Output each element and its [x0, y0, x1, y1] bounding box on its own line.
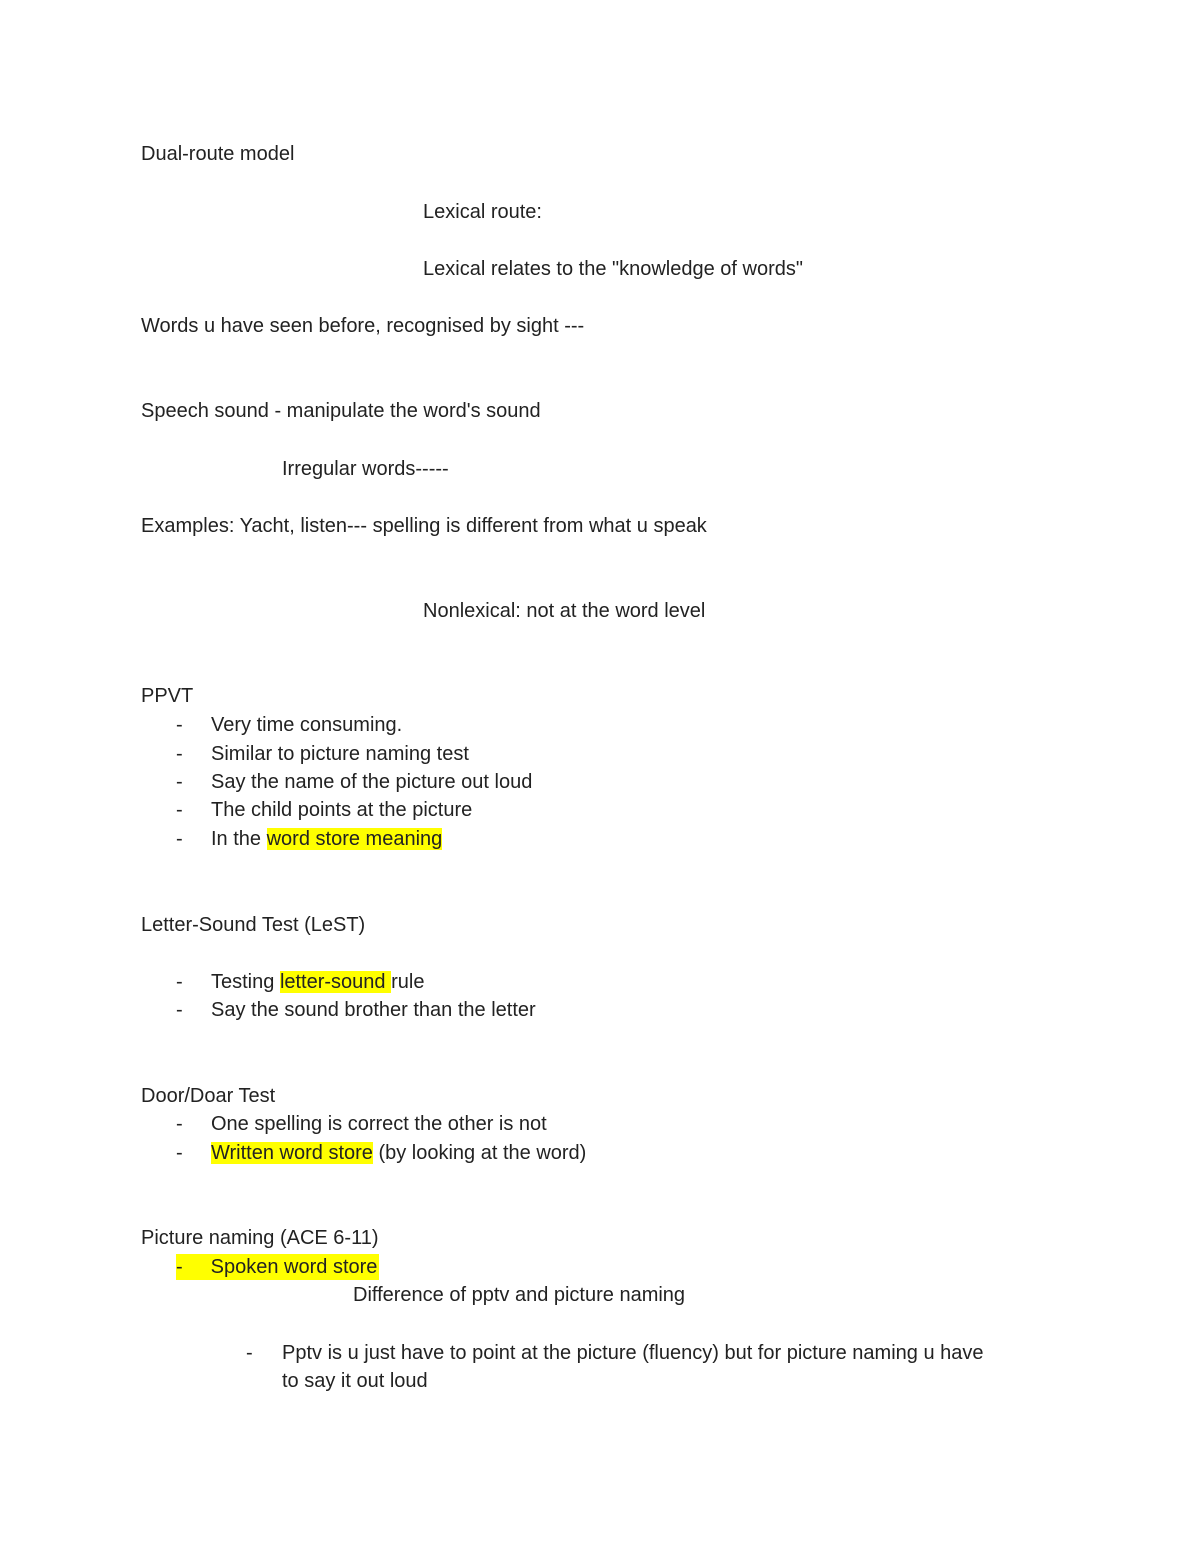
door-doar-title: Door/Doar Test [141, 1085, 276, 1107]
list-bullet: - [176, 799, 183, 821]
highlighted-text: word store meaning [266, 828, 443, 850]
note-line: Pptv is u just have to point at the picture (fluency) but for picture naming u have [282, 1342, 984, 1364]
words-seen-text: Words u have seen before, recognised by sight --- [141, 315, 585, 337]
list-item: The child points at the picture [211, 799, 473, 821]
list-bullet: - [176, 971, 183, 993]
list-item-highlighted [176, 1254, 379, 1280]
list-item-text: Spoken word store [210, 1256, 378, 1278]
ppvt-title: PPVT [141, 685, 194, 707]
highlighted-text: Written word store [211, 1142, 373, 1164]
heading-dual-route: Dual-route model [141, 143, 295, 165]
examples-text: Examples: Yacht, listen--- spelling is different from what u speak [141, 515, 707, 537]
list-bullet: - [176, 1256, 183, 1278]
lest-title: Letter-Sound Test (LeST) [141, 914, 366, 936]
lexical-relates-text: Lexical relates to the "knowledge of words" [423, 258, 803, 280]
speech-sound-text: Speech sound - manipulate the word's sound [141, 400, 541, 422]
irregular-words-text: Irregular words----- [282, 458, 449, 480]
list-bullet: - [176, 828, 183, 850]
list-item-text: rule [391, 971, 425, 993]
list-bullet: - [176, 743, 183, 765]
list-item-text: Testing [211, 971, 280, 993]
nonlexical-text: Nonlexical: not at the word level [423, 600, 706, 622]
list-bullet: - [176, 999, 183, 1021]
list-item-text: In the [211, 828, 267, 850]
list-bullet: - [246, 1342, 253, 1364]
list-item [211, 969, 424, 995]
picture-naming-title: Picture naming (ACE 6-11) [141, 1227, 379, 1249]
list-bullet: - [176, 1113, 183, 1135]
list-item: One spelling is correct the other is not [211, 1113, 547, 1135]
list-bullet: - [176, 771, 183, 793]
list-item: Say the name of the picture out loud [211, 771, 533, 793]
highlighted-text: letter-sound [279, 971, 392, 993]
difference-heading: Difference of pptv and picture naming [353, 1284, 686, 1306]
list-item: Say the sound brother than the letter [211, 999, 536, 1021]
list-item [211, 1140, 586, 1166]
list-bullet: - [176, 714, 183, 736]
list-item-text: (by looking at the word) [372, 1142, 587, 1164]
note-line: to say it out loud [282, 1370, 428, 1392]
list-item: Very time consuming. [211, 714, 403, 736]
list-bullet: - [176, 1142, 183, 1164]
list-item [211, 826, 442, 852]
lexical-route-label: Lexical route: [423, 201, 542, 223]
list-item: Similar to picture naming test [211, 743, 469, 765]
